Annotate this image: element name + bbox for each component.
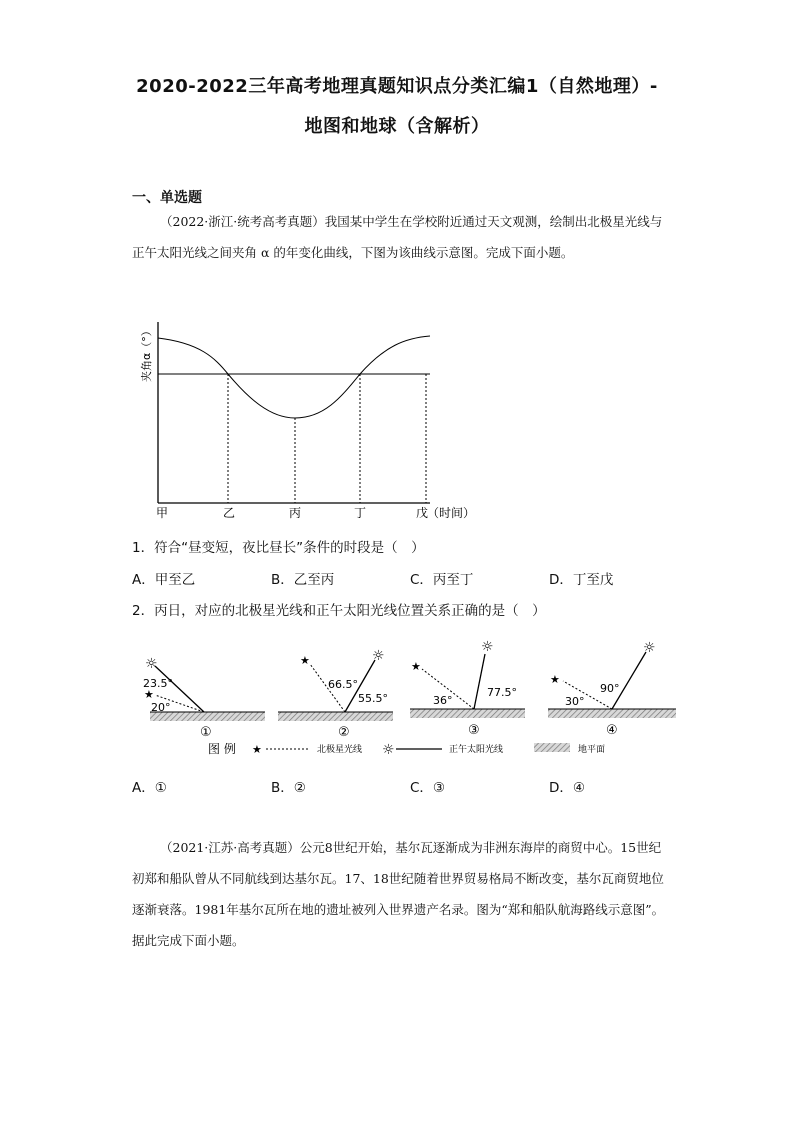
question-2-options — [132, 776, 692, 796]
y-axis-label: 夹角α（°） — [140, 325, 153, 382]
sun-icon: ☼ — [643, 640, 656, 656]
question-1: 1．符合“昼变短，夜比昼长”条件的时段是（ ） — [132, 540, 425, 556]
diagram-3 — [410, 639, 525, 738]
legend-ground-label: 地平面 — [578, 745, 606, 755]
option-d[interactable]: D．④ — [549, 780, 585, 796]
diagram-number: ③ — [468, 723, 480, 738]
ground-surface — [410, 709, 525, 718]
diagram-number: ② — [338, 725, 350, 740]
star-angle-label: 20° — [151, 701, 171, 714]
diagram-4 — [548, 640, 676, 738]
ground-surface — [548, 709, 676, 718]
sun-angle-label: 55.5° — [358, 692, 388, 705]
sun-angle-label: 90° — [600, 682, 620, 695]
intro-text: 我国某中学生在学校附近通过天文观测，绘制出北极星光线与正午太阳光线之间夹角 α 的年变化曲线，下图为该曲线示意图。完成下面小题。 — [132, 214, 663, 260]
sun-ray — [612, 652, 646, 709]
sun-icon: ☼ — [481, 639, 494, 655]
star-icon: ★ — [300, 654, 310, 667]
option-b[interactable]: B．② — [271, 780, 306, 796]
option-a[interactable]: A．甲至乙 — [132, 572, 196, 588]
x-label-wu: 戊 — [416, 506, 429, 520]
alpha-curve — [158, 336, 430, 418]
intro-paragraph-2 — [132, 832, 670, 956]
legend-star-icon: ★ — [252, 743, 262, 756]
intro-source: （2022·浙江·统考高考真题） — [160, 214, 325, 229]
star-icon: ★ — [550, 673, 560, 686]
intro-source: （2021·江苏·高考真题） — [160, 840, 300, 855]
legend — [208, 741, 605, 758]
star-angle-label: 66.5° — [328, 678, 358, 691]
option-c[interactable]: C．丙至丁 — [410, 572, 474, 588]
legend-star-label: 北极星光线 — [317, 745, 363, 755]
x-label-bing: 丙 — [289, 506, 302, 520]
page-title-line2: 地图和地球（含解析） — [304, 116, 490, 137]
legend-ground-swatch — [534, 743, 570, 752]
legend-sun-label: 正午太阳光线 — [449, 745, 504, 755]
diagram-1 — [143, 656, 265, 740]
x-label-ding: 丁 — [354, 506, 367, 520]
sun-icon: ☼ — [145, 656, 158, 672]
ray-diagrams — [140, 632, 685, 762]
legend-title: 图 例 — [208, 742, 236, 756]
sun-icon: ☼ — [372, 648, 385, 664]
x-unit-label: （时间） — [427, 506, 476, 520]
legend-sun-icon: ☼ — [382, 742, 395, 758]
angle-curve-chart — [130, 318, 480, 528]
star-icon: ★ — [411, 660, 421, 673]
x-label-yi: 乙 — [223, 506, 236, 520]
star-angle-label: 36° — [433, 694, 453, 707]
intro-paragraph-1 — [132, 206, 670, 268]
option-d[interactable]: D．丁至戊 — [549, 572, 614, 588]
diagram-2 — [278, 648, 393, 740]
option-a[interactable]: A．① — [132, 780, 167, 796]
option-c[interactable]: C．③ — [410, 780, 446, 796]
ground-surface — [278, 712, 393, 721]
option-b[interactable]: B．乙至丙 — [271, 572, 335, 588]
star-icon: ★ — [144, 688, 154, 701]
intro-text: 公元8世纪开始，基尔瓦逐渐成为非洲东海岸的商贸中心。15世纪初郑和船队曾从不同航线到达基尔瓦。17、18世纪随着世界贸易格局不断改变，基尔瓦商贸地位逐渐衰落。1981年基尔瓦所在地的遗址被列入世界遗产名录。图为“郑和船队航海路线示意图”。据此完成下面小题。 — [132, 840, 665, 948]
sun-angle-label: 23.5° — [143, 677, 173, 690]
sun-angle-label: 77.5° — [487, 686, 517, 699]
star-angle-label: 30° — [565, 695, 585, 708]
x-label-jia: 甲 — [156, 506, 169, 520]
page-title: 2020-2022三年高考地理真题知识点分类汇编1（自然地理）- — [136, 76, 658, 97]
section-heading: 一、单选题 — [132, 190, 202, 206]
question-2: 2．丙日，对应的北极星光线和正午太阳光线位置关系正确的是（ ） — [132, 603, 546, 619]
sun-ray — [474, 654, 485, 709]
diagram-number: ④ — [606, 723, 618, 738]
diagram-number: ① — [200, 725, 212, 740]
question-1-options — [132, 568, 692, 588]
